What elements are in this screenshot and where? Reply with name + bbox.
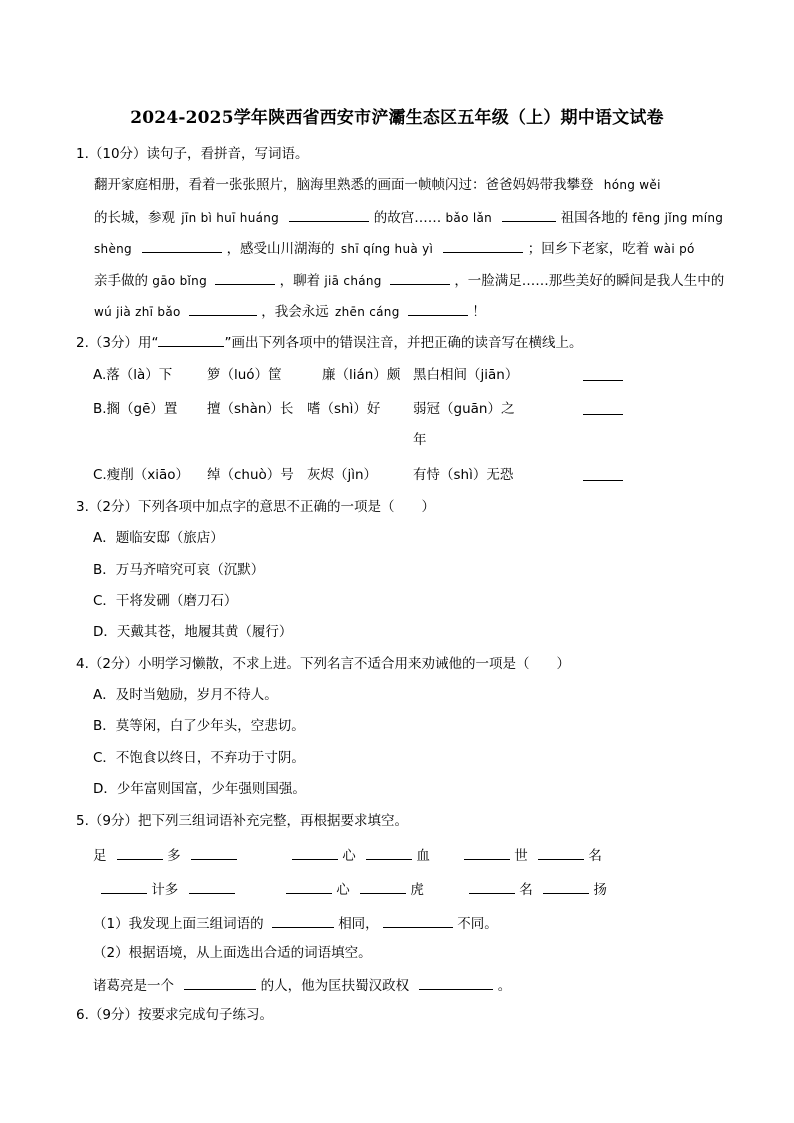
q5-heading: 5.（9分）把下列三组词语补充完整，再根据要求填空。 bbox=[76, 813, 408, 829]
q3-option: A．题临安邸（旅店） bbox=[93, 530, 224, 546]
q1-text: ，一脸满足……那些美好的瞬间是我人生中的 bbox=[454, 273, 725, 289]
q1-heading: 1.（10分）读句子，看拼音，写词语。 bbox=[76, 146, 309, 162]
q1-text: ，感受山川湖海的 bbox=[226, 241, 335, 257]
answer-blank[interactable] bbox=[366, 845, 412, 860]
answer-blank[interactable] bbox=[583, 466, 623, 481]
q1-text: 的故宫…… bbox=[373, 210, 442, 226]
q1-pinyin: wú jià zhī bǎo bbox=[94, 305, 181, 319]
answer-blank[interactable] bbox=[543, 879, 589, 894]
q5-char: 计多 bbox=[151, 882, 179, 898]
q5-char: 名 bbox=[588, 848, 602, 864]
q1-pinyin: jīn bì huī huáng bbox=[181, 211, 280, 225]
q5-word-row-1 bbox=[464, 845, 602, 865]
q2-option-b-item: 年 bbox=[413, 432, 427, 448]
q1-line-1 bbox=[94, 176, 661, 194]
q1-text: ；回乡下老家，吃着 bbox=[527, 241, 650, 257]
answer-blank[interactable] bbox=[184, 975, 256, 990]
answer-blank[interactable] bbox=[189, 879, 235, 894]
q1-pinyin: fēng jǐng míng bbox=[632, 211, 724, 225]
q5-text: （1）我发现上面三组词语的 bbox=[93, 916, 264, 932]
q2-option-a-item: 廉（lián）颇 bbox=[322, 367, 401, 383]
answer-blank[interactable] bbox=[286, 879, 332, 894]
q5-sub-2: （2）根据语境，从上面选出合适的词语填空。 bbox=[93, 945, 372, 961]
q1-pinyin: shī qíng huà yì bbox=[340, 242, 434, 256]
q3-option: C．干将发硎（磨刀石） bbox=[93, 593, 238, 609]
answer-blank[interactable] bbox=[464, 845, 510, 860]
q1-pinyin: bǎo lǎn bbox=[445, 211, 493, 225]
q5-char: 世 bbox=[514, 848, 528, 864]
answer-blank[interactable] bbox=[383, 913, 453, 928]
q2-option-c-item: 有恃（shì）无恐 bbox=[413, 467, 514, 483]
q4-option: C．不饱食以终日，不弃功于寸阴。 bbox=[93, 750, 305, 766]
q5-char: 血 bbox=[416, 848, 430, 864]
q5-text: 不同。 bbox=[457, 916, 498, 932]
answer-blank[interactable] bbox=[408, 301, 468, 316]
q2-option-c-item: 灰烬（jìn） bbox=[307, 467, 378, 483]
answer-blank[interactable] bbox=[538, 845, 584, 860]
page-title: 2024-2025学年陕西省西安市浐灞生态区五年级（上）期中语文试卷 bbox=[130, 108, 664, 128]
q5-word-row-2 bbox=[286, 879, 424, 899]
q6-heading: 6.（9分）按要求完成句子练习。 bbox=[76, 1007, 273, 1023]
q5-word-row-1 bbox=[292, 845, 430, 865]
q1-line-5 bbox=[94, 301, 486, 321]
q4-option: D．少年富则国富，少年强则国强。 bbox=[93, 781, 306, 797]
underline-sample bbox=[158, 332, 224, 347]
q1-text: ！ bbox=[472, 304, 486, 320]
q2-option-c-item: C.瘦削（xiāo） bbox=[93, 467, 189, 483]
q2-heading-text: 2.（3分）用“ bbox=[76, 335, 159, 351]
q4-heading: 4.（2分）小明学习懒散，不求上进。下列名言不适合用来劝诫他的一项是（ ） bbox=[76, 656, 570, 672]
q2-option-b-item: 嗜（shì）好 bbox=[307, 401, 381, 417]
q1-pinyin: wài pó bbox=[653, 242, 695, 256]
answer-blank[interactable] bbox=[142, 238, 222, 253]
q5-char: 多 bbox=[167, 848, 181, 864]
answer-blank[interactable] bbox=[469, 879, 515, 894]
q5-text: 相同， bbox=[338, 916, 379, 932]
q1-line-3 bbox=[94, 238, 695, 258]
q2-option-a-item: A.落（là）下 bbox=[93, 367, 173, 383]
answer-blank[interactable] bbox=[272, 913, 334, 928]
q2-option-b-item: 弱冠（guān）之 bbox=[413, 401, 515, 417]
q2-option-c-item: 绰（chuò）号 bbox=[207, 467, 294, 483]
q1-pinyin: hóng wěi bbox=[603, 178, 661, 192]
q1-pinyin: gāo bǐng bbox=[152, 274, 207, 288]
q1-line-2 bbox=[94, 207, 723, 227]
answer-blank[interactable] bbox=[189, 301, 257, 316]
answer-blank[interactable] bbox=[292, 845, 338, 860]
q1-pinyin: shèng bbox=[94, 242, 132, 256]
q5-sub-1 bbox=[93, 913, 498, 933]
answer-blank[interactable] bbox=[419, 975, 493, 990]
q5-char: 名 bbox=[519, 882, 533, 898]
answer-blank[interactable] bbox=[502, 207, 556, 222]
answer-blank[interactable] bbox=[360, 879, 406, 894]
q1-line-4 bbox=[94, 270, 724, 290]
q2-option-b-item: B.搁（gē）置 bbox=[93, 401, 178, 417]
q5-text: 诸葛亮是一个 bbox=[93, 978, 174, 994]
answer-blank[interactable] bbox=[583, 400, 623, 415]
q2-option-a-item: 箩（luó）筐 bbox=[207, 367, 282, 383]
q5-sub-3 bbox=[93, 975, 511, 995]
answer-blank[interactable] bbox=[191, 845, 237, 860]
q5-char: 心 bbox=[336, 882, 350, 898]
q3-option: D．天戴其苍，地履其黄（履行） bbox=[93, 624, 293, 640]
q1-text: 祖国各地的 bbox=[560, 210, 629, 226]
answer-blank[interactable] bbox=[289, 207, 369, 222]
q1-text: 的长城，参观 bbox=[94, 210, 175, 226]
q3-heading: 3.（2分）下列各项中加点字的意思不正确的一项是（ ） bbox=[76, 499, 435, 515]
q4-option: B．莫等闲，白了少年头，空悲切。 bbox=[93, 718, 305, 734]
q4-option: A．及时当勉励，岁月不待人。 bbox=[93, 687, 278, 703]
q5-char: 扬 bbox=[593, 882, 607, 898]
q5-char: 心 bbox=[342, 848, 356, 864]
q5-char: 虎 bbox=[410, 882, 424, 898]
answer-blank[interactable] bbox=[117, 845, 163, 860]
q1-text: 翻开家庭相册，看着一张张照片，脑海里熟悉的画面一帧帧闪过：爸爸妈妈带我攀登 bbox=[94, 177, 594, 193]
q3-option: B．万马齐喑究可哀（沉默） bbox=[93, 562, 265, 578]
answer-blank[interactable] bbox=[101, 879, 147, 894]
q1-pinyin: zhēn cáng bbox=[335, 305, 400, 319]
answer-blank[interactable] bbox=[443, 238, 523, 253]
q5-word-row-2 bbox=[101, 879, 235, 899]
q5-word-row-1 bbox=[93, 845, 237, 865]
answer-blank[interactable] bbox=[583, 366, 623, 381]
q5-char: 足 bbox=[93, 848, 107, 864]
q5-text: 的人，他为匡扶蜀汉政权 bbox=[260, 978, 410, 994]
q1-text: ，我会永远 bbox=[261, 304, 329, 320]
q5-text: 。 bbox=[497, 978, 512, 994]
q2-heading-text: ”画出下列各项中的错误注音，并把正确的读音写在横线上。 bbox=[224, 335, 583, 351]
q2-option-b-item: 擅（shàn）长 bbox=[207, 401, 294, 417]
q1-text: ，聊着 bbox=[279, 273, 321, 289]
q1-text: 亲手做的 bbox=[94, 273, 148, 289]
q2-heading bbox=[76, 332, 582, 352]
q5-word-row-2 bbox=[469, 879, 607, 899]
answer-blank[interactable] bbox=[390, 270, 450, 285]
q1-pinyin: jiā cháng bbox=[324, 274, 382, 288]
q2-option-a-item: 黑白相间（jiān） bbox=[413, 367, 519, 383]
answer-blank[interactable] bbox=[215, 270, 275, 285]
